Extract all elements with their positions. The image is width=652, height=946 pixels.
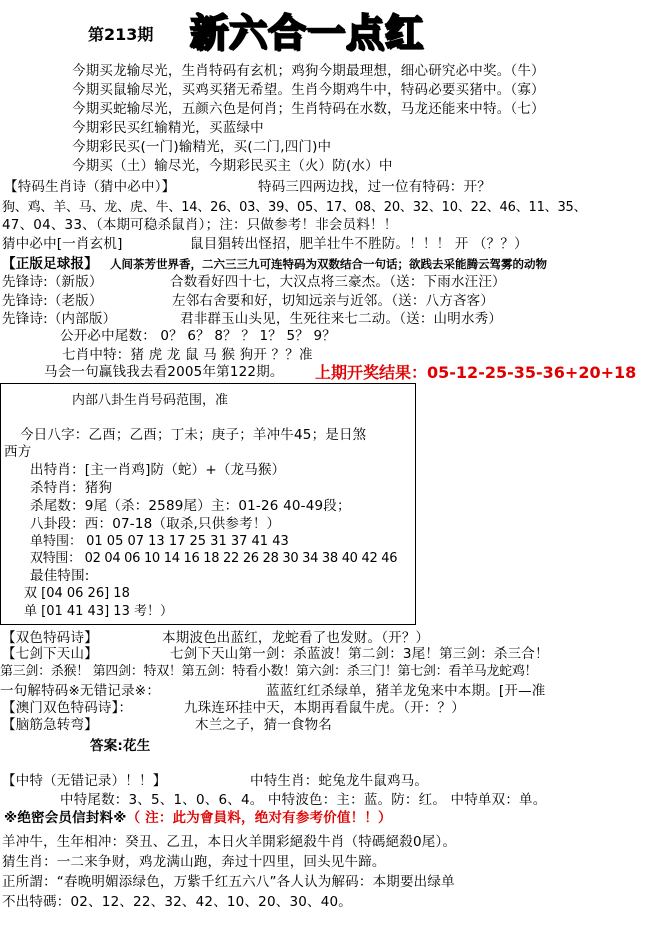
shengxiao-numbers-2: 47、04、33、（本期可稳杀鼠肖）；注：只做参考！非会员料！！ bbox=[2, 217, 398, 233]
qijian-label: 【七剑下天山】 bbox=[2, 646, 98, 662]
box-title: 内部八卦生肖号码范围，准 bbox=[72, 393, 229, 408]
gongping-tail: 公开必中尾数： 0？ 6？ 8？ ？ 1？ 5？ 9？ bbox=[60, 328, 336, 344]
last-result-label: 上期开奖结果： bbox=[315, 363, 428, 382]
naojin-answer: 答案:花生 bbox=[90, 738, 151, 754]
zhongte-label: 【中特（无错记录）！！】 bbox=[2, 773, 167, 789]
last-result bbox=[315, 363, 636, 383]
shuangse-text: 本期波色出蓝红，龙蛇看了也发财。（开？） bbox=[162, 630, 430, 646]
qijian-text-2: 第三剑：杀猴！ 第四剑：特双！第五剑：特看小数！第六剑：杀三门！第七剑：看羊马龙蛇鸡！ bbox=[0, 664, 538, 679]
box-line-5: 杀尾数：9尾（杀：2589尾）主：01-26 40-49段； bbox=[30, 498, 351, 514]
xianfeng-inner-label: 先锋诗:（内部版） bbox=[2, 311, 117, 327]
vip-label-text: ※绝密会员信封料※ bbox=[4, 810, 127, 826]
xianfeng-new-label: 先锋诗:（新版） bbox=[2, 274, 103, 290]
yijujie-label: 一句解特码※无错记录※： bbox=[0, 683, 161, 699]
issue-number: 第213期 bbox=[88, 25, 154, 44]
shengxiao-heading: 【特码生肖诗（猜中必中）】 bbox=[4, 179, 176, 195]
poem-line-5: 今期彩民买(一门)输精光，买(二门,四门)中 bbox=[72, 139, 332, 155]
footer-line-2: 猜生肖：一二来争财，鸡龙满山跑，奔过十四里，回头见牛蹄。 bbox=[2, 854, 386, 870]
naojin-label: 【脑筋急转弯】 bbox=[2, 717, 98, 733]
mahui-line: 马会一句赢钱我去看2005年第122期。 bbox=[44, 364, 284, 380]
box-line-4: 杀特肖：猪狗 bbox=[30, 480, 113, 496]
shuangse-label: 【双色特码诗】 bbox=[2, 630, 98, 646]
poem-line-2: 今期买鼠输尽光，买鸡买猪无希望。生肖今期鸡牛中，特码必要买猪中。（寡） bbox=[72, 82, 545, 98]
shengxiao-numbers: 狗、鸡、羊、马、龙、虎、牛、14、26、03、39、05、17、08、20、32、10、22、46、11、35、 bbox=[2, 200, 587, 215]
xianfeng-old-text: 左邻右舍要和好，切知远亲与近邻。（送：八方吝客） bbox=[172, 293, 495, 309]
aomen-label: 【澳门双色特码诗】： bbox=[2, 700, 133, 716]
page-title: 新六合一点红 bbox=[190, 11, 425, 55]
box-line-6: 八卦段：西：07-18（取杀,只供参考！） bbox=[30, 516, 281, 532]
qixiao-zhongte: 七肖中特：猪 虎 龙 鼠 马 猴 狗开 ？？准 bbox=[62, 347, 313, 363]
poem-line-3: 今期买蛇输尽光，五颜六色是何肖；生肖特码在水数，马龙还能来中特。（七） bbox=[72, 101, 545, 117]
xianfeng-inner-text: 君非群玉山头见，生死往来七二动。（送：山明水秀） bbox=[180, 311, 503, 327]
box-line-7: 单特围： 01 05 07 13 17 25 31 37 41 43 bbox=[30, 534, 289, 549]
zhengban-text: 人间茶芳世界香，二六三三九可连特码为双数结合一句话；欲践去采能腾云驾雾的动物 bbox=[110, 257, 547, 271]
poem-line-6: 今期买（土）输尽光，今期彩民买主（火）防(水）中 bbox=[72, 158, 393, 174]
zhengban-label: 【正版足球报】 bbox=[2, 256, 98, 272]
zhongte-right: 中特生肖：蛇兔龙牛鼠鸡马。 bbox=[250, 773, 429, 789]
shengxiao-right: 特码三四两边找，过一位有特码：开？ bbox=[258, 179, 491, 195]
box-line-9: 最佳特围: bbox=[30, 568, 90, 584]
yijujie-text: 蓝蓝红红杀绿单，猪羊龙兔来中本期。[开—准 bbox=[266, 683, 546, 699]
guess-label: 猜中必中[一肖玄机] bbox=[2, 236, 123, 252]
footer-line-3: 正所謂：“春晚明媚添绿色，万紫千红五六八”各人认为解码：本期要出绿单 bbox=[2, 874, 455, 890]
box-line-11: 单 [01 41 43] 13 考！） bbox=[24, 604, 173, 619]
guess-text: 鼠目猖转出怪招，肥羊壮牛不胜防。！！！ 开 （？？） bbox=[190, 236, 528, 252]
zhongte-tail: 中特尾数：3、5、1、0、6、4。 中特波色：主：蓝。防：红。 中特单双：单。 bbox=[60, 792, 547, 808]
vip-label bbox=[4, 809, 392, 827]
box-line-8: 双特围： 02 04 06 10 14 16 18 22 26 28 30 34 38 40 42 46 bbox=[30, 551, 398, 566]
qijian-text: 七剑下天山第一剑：杀蓝波！第二剑：3尾！第三剑：杀三合！ bbox=[170, 646, 549, 662]
xianfeng-old-label: 先锋诗:（老版） bbox=[2, 293, 103, 309]
poem-line-4: 今期彩民买红输精光，买蓝绿中 bbox=[72, 120, 264, 136]
box-line-10: 双 [04 06 26] 18 bbox=[24, 586, 130, 601]
footer-line-1: 羊冲牛，生年相冲：癸丑、乙丑，本日火羊開彩絕殺牛肖（特碼絕殺0尾）。 bbox=[2, 834, 457, 850]
box-line-3: 出特肖：[主一肖鸡]防（蛇）+（龙马猴） bbox=[30, 462, 286, 478]
last-result-numbers: 05-12-25-35-36+20+18 bbox=[427, 363, 637, 382]
vip-red-note: （ 注：此为會員料，绝对有参考价值！！） bbox=[126, 810, 392, 826]
footer-line-4: 不出特碼：02、12、22、32、42、10、20、30、40。 bbox=[2, 894, 353, 910]
xianfeng-new-text: 合数看好四十七，大汉点将三豪杰。（送：下雨水汪汪） bbox=[170, 274, 506, 290]
box-line-2: 西方 bbox=[4, 444, 32, 460]
poem-line-1: 今期买龙输尽光，生肖特码有玄机；鸡狗今期最理想，细心研究必中奖。（牛） bbox=[72, 63, 545, 79]
aomen-text: 九珠连环挂中天，本期再看鼠牛虎。（开：？） bbox=[184, 700, 465, 716]
naojin-text: 木兰之子，猜一食物名 bbox=[195, 717, 332, 733]
box-line-1: 今日八字：乙酉；乙酉；丁未；庚子；羊冲牛45；是日煞 bbox=[20, 427, 367, 443]
